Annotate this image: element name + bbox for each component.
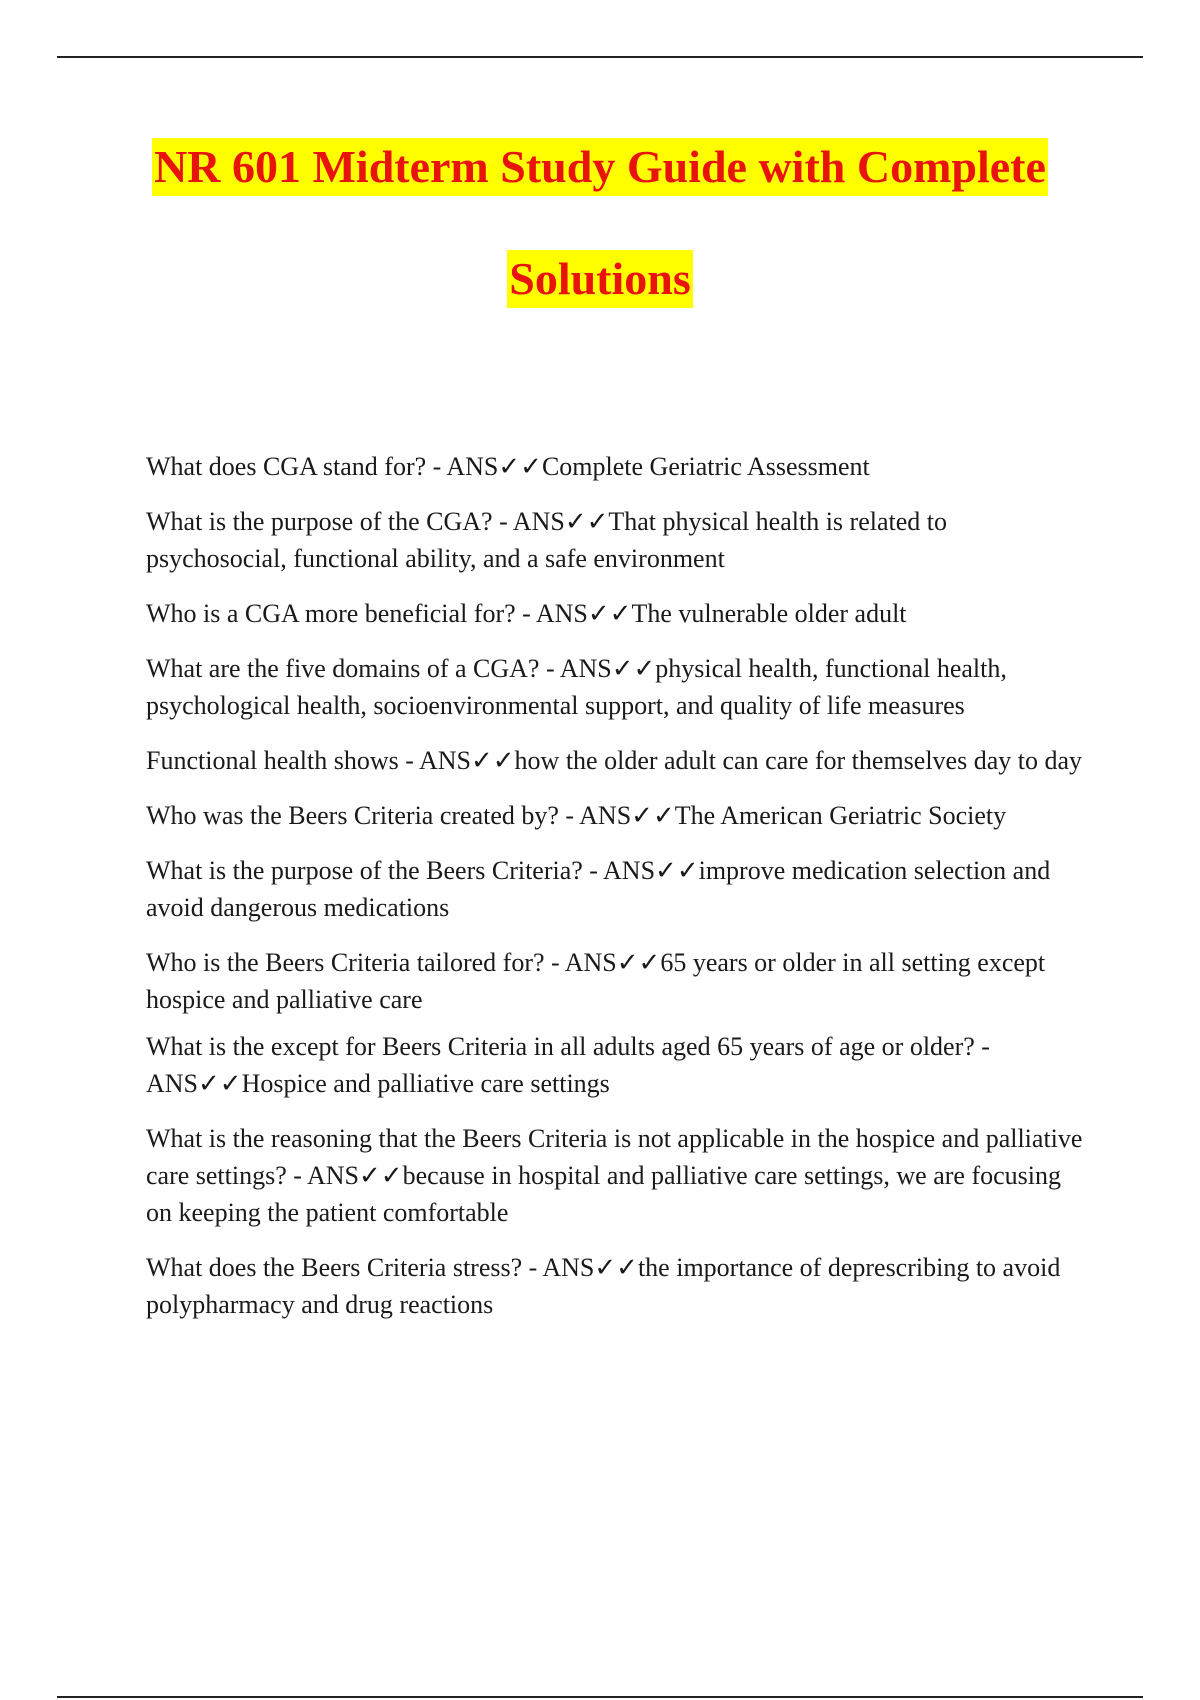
qa-item: Who is the Beers Criteria tailored for? - ANS✓✓65 years or older in all setting except hospice and palliative care [146,948,1046,1014]
qa-item: Who was the Beers Criteria created by? - ANS✓✓The American Geriatric Society [146,801,1007,830]
qa-item: Functional health shows - ANS✓✓how the older adult can care for themselves day to day [146,746,1083,775]
qa-item: What does the Beers Criteria stress? - ANS✓✓the importance of deprescribing to avoid polypharmacy and drug reactions [146,1253,1061,1319]
document-title [0,138,1200,308]
qa-item: What does CGA stand for? - ANS✓✓Complete Geriatric Assessment [146,452,870,481]
title-line-2: Solutions [507,250,693,308]
qa-list [146,448,1086,1341]
title-spacer [0,196,1200,250]
qa-item: What is the purpose of the CGA? - ANS✓✓That physical health is related to psychosocial, functional ability, and a safe environment [146,507,947,573]
qa-item: What is the purpose of the Beers Criteria? - ANS✓✓improve medication selection and avoid dangerous medications [146,856,1051,922]
bottom-divider [57,1696,1143,1698]
qa-item: Who is a CGA more beneficial for? - ANS✓✓The vulnerable older adult [146,599,907,628]
qa-item: What is the except for Beers Criteria in all adults aged 65 years of age or older? - ANS✓✓Hospice and palliative care settings [146,1032,990,1098]
top-divider [57,56,1143,58]
qa-item: What is the reasoning that the Beers Criteria is not applicable in the hospice and palliative care settings? - ANS✓✓because in hospital and palliative care settings, we are focusing on keeping the patient comfortable [146,1124,1083,1227]
title-line-1: NR 601 Midterm Study Guide with Complete [152,138,1048,196]
qa-item: What are the five domains of a CGA? - ANS✓✓physical health, functional health, psychological health, socioenvironmental support, and quality of life measures [146,654,1007,720]
